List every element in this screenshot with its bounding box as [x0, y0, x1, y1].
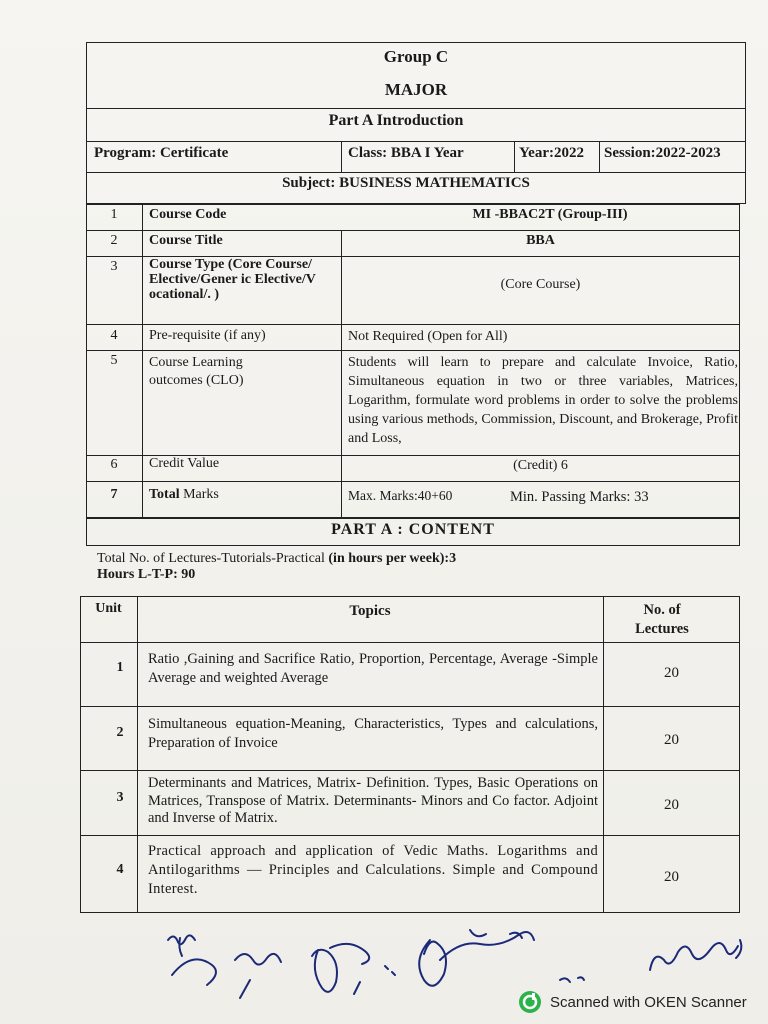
prerequisite-label: Pre-requisite (if any) — [149, 328, 266, 343]
scanner-watermark — [518, 990, 747, 1014]
part-a-content-title: PART A : CONTENT — [331, 521, 495, 538]
total-bold: Total — [149, 487, 180, 502]
unit-4-lectures: 20 — [664, 869, 679, 885]
course-code-value: MI -BBAC2T (Group-III) — [472, 207, 628, 222]
scanner-logo-icon — [518, 990, 542, 1014]
total-marks-label — [149, 487, 219, 503]
group-title: Group C — [383, 47, 449, 66]
major-title: MAJOR — [384, 80, 448, 99]
unit-2-number: 2 — [116, 725, 124, 740]
marks-word: Marks — [179, 487, 219, 502]
course-type-value: (Core Course) — [500, 277, 581, 292]
program-label: Program: Certificate — [94, 145, 229, 161]
col-unit-header: Unit — [95, 601, 122, 616]
clo-label: Course Learning outcomes (CLO) — [149, 355, 244, 389]
course-title-value: BBA — [526, 233, 555, 248]
row2-no: 2 — [110, 233, 118, 248]
max-marks: Max. Marks:40+60 — [348, 488, 453, 503]
hours-line: Hours L-T-P: 90 — [97, 567, 196, 582]
unit-1-topics: Ratio ,Gaining and Sacrifice Ratio, Proportion, Percentage, Average -Simple Average and weighted Average — [148, 651, 598, 686]
part-a-intro: Part A Introduction — [328, 112, 464, 129]
course-code-label: Course Code — [149, 207, 227, 222]
unit-2-lectures: 20 — [664, 732, 679, 748]
class-label: Class: BBA I Year — [348, 145, 464, 161]
lectures-prefix: Total No. of Lectures-Tutorials-Practical — [97, 551, 329, 566]
signatures — [0, 920, 768, 1000]
unit-3-lectures: 20 — [664, 797, 679, 813]
col-lectures-header: No. of Lectures — [635, 602, 689, 637]
credit-label: Credit Value — [149, 456, 220, 471]
scanner-label: Scanned with OKEN Scanner — [550, 993, 747, 1011]
row4-no: 4 — [110, 328, 118, 343]
row3-no: 3 — [110, 259, 118, 274]
unit-3-topics: Determinants and Matrices, Matrix- Definition. Types, Basic Operations on Matrices, Transpose of Matrix. Determinants- Minors and Co factor. Adjoint and Inverse of Matrix. — [148, 775, 598, 827]
unit-4-topics: Practical approach and application of Vedic Maths. Logarithms and Antilogarithms — Principles and Calculations. Simple and Compound Interest. — [148, 843, 598, 897]
clo-value: Students will learn to prepare and calculate Invoice, Ratio, Simultaneous equation in two or three variables, Matrices, Logarithm, formulate word problems in order to solve the problems using various methods, Commission, Discount, and Brokerage, Profit and Loss, — [348, 355, 738, 446]
unit-2-topics: Simultaneous equation-Meaning, Characteristics, Types and calculations, Preparation of Invoice — [148, 716, 598, 751]
row7-no: 7 — [110, 487, 118, 502]
course-type-label: Course Type (Core Course/Elective/Gener ic Elective/Vocational/. ) — [149, 257, 316, 302]
year-label: Year:2022 — [519, 145, 584, 161]
unit-1-lectures: 20 — [664, 665, 679, 681]
prerequisite-value: Not Required (Open for All) — [348, 329, 508, 344]
lectures-line — [97, 551, 456, 567]
unit-4-number: 4 — [116, 862, 124, 877]
session-label: Session:2022-2023 — [604, 145, 721, 161]
lectures-bold: (in hours per week):3 — [328, 551, 457, 566]
row1-no: 1 — [110, 207, 118, 222]
col-topics-header: Topics — [349, 603, 391, 619]
course-title-label: Course Title — [149, 233, 223, 248]
row5-no: 5 — [110, 353, 118, 368]
unit-1-number: 1 — [116, 660, 124, 675]
min-marks: Min. Passing Marks: 33 — [510, 489, 649, 505]
row6-no: 6 — [110, 457, 118, 472]
unit-3-number: 3 — [116, 790, 124, 805]
subject-title: Subject: BUSINESS MATHEMATICS — [282, 175, 530, 191]
credit-value: (Credit) 6 — [513, 458, 568, 473]
